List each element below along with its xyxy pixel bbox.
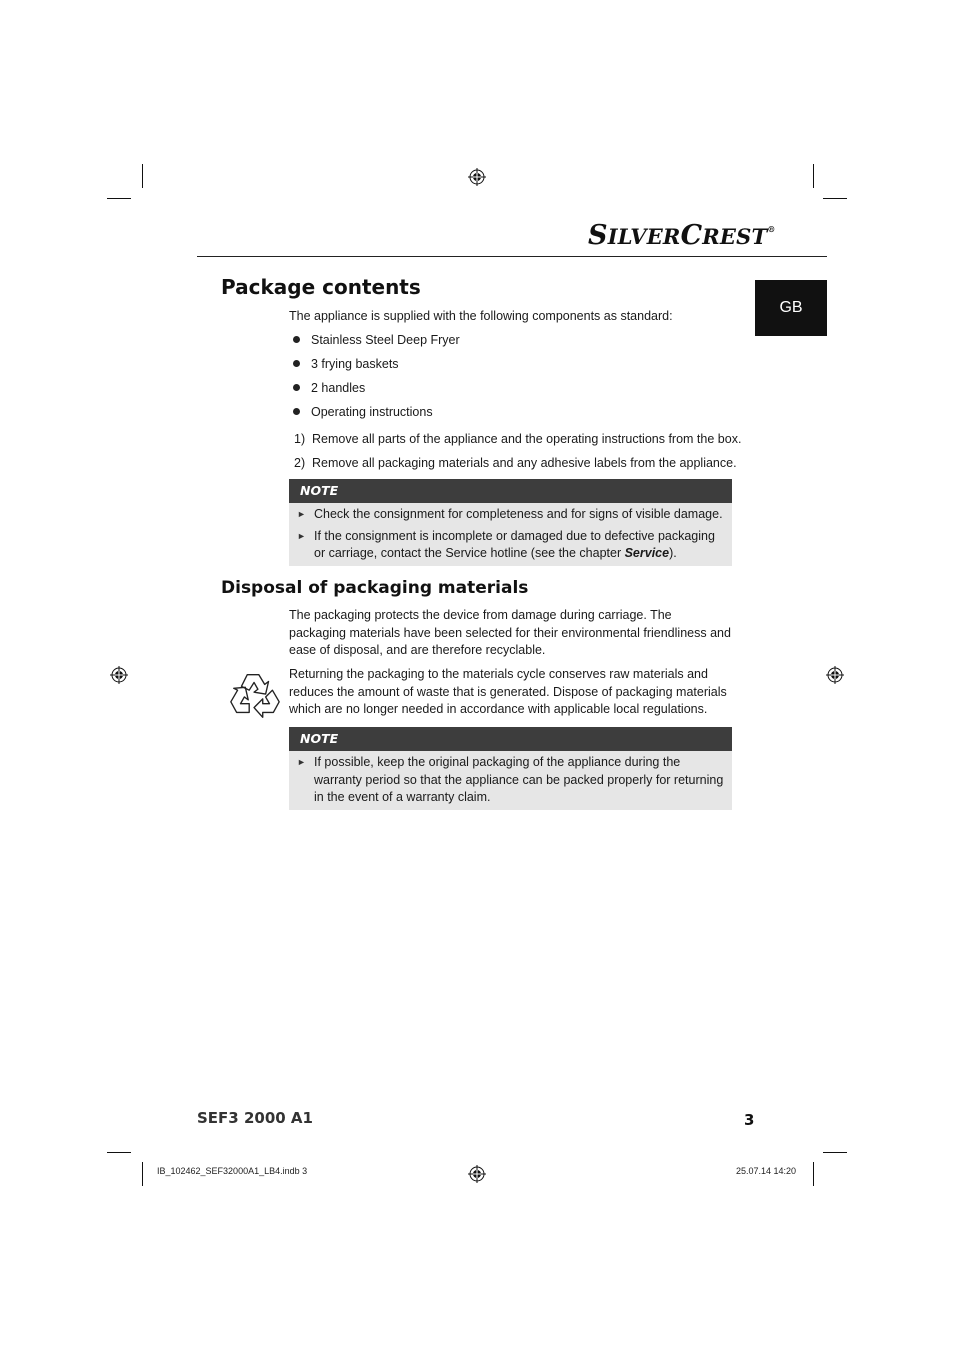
crop-mark [107, 1152, 131, 1153]
note-text: Check the consignment for completeness and for signs of visible damage. [314, 507, 723, 521]
note-item [289, 528, 732, 563]
crop-mark [813, 1162, 814, 1186]
note-text: If the consignment is incomplete or damaged due to defective packaging or carriage, contact the Service hotline (see the chapter [314, 528, 715, 560]
step-item [294, 431, 741, 448]
brand-logo [588, 220, 776, 251]
registration-mark-icon [468, 1165, 486, 1183]
note-box [289, 727, 732, 810]
list-item-label: 3 frying baskets [311, 357, 399, 371]
note-chapter-ref: Service [624, 546, 670, 560]
brand-letters: ILVER [607, 224, 681, 249]
note-text: If possible, keep the original packaging of the appliance during the warranty period so that the appliance can be packed properly for returning in the event of a warranty claim. [314, 755, 724, 804]
disposal-paragraph: Returning the packaging to the materials cycle conserves raw materials and reduces the amount of waste that is generated. Dispose of packaging materials which are no longer needed in accordance with applicable local regulations. [289, 667, 727, 716]
note-item [289, 754, 732, 807]
arrow-right-icon: ► [297, 509, 306, 519]
step-number: 2) [294, 456, 306, 470]
list-item [293, 356, 399, 373]
bullet-icon [293, 408, 300, 415]
list-item-label: Operating instructions [311, 405, 433, 419]
list-item [293, 332, 460, 349]
bullet-icon [293, 384, 300, 391]
list-item-label: 2 handles [311, 381, 366, 395]
arrow-right-icon: ► [297, 530, 306, 541]
crop-mark [107, 198, 131, 199]
step-text: Remove all parts of the appliance and the operating instructions from the box. [312, 432, 742, 446]
page-number: 3 [744, 1111, 755, 1129]
crop-mark [823, 198, 847, 199]
package-intro: The appliance is supplied with the following components as standard: [289, 309, 673, 323]
header-rule [197, 256, 827, 257]
registration-mark-icon [468, 168, 486, 186]
note-label: NOTE [289, 727, 732, 751]
disposal-paragraph: The packaging protects the device from damage during carriage. The packaging materials have been selected for their environmental friendliness and ease of disposal, and are therefore recyclable. [289, 608, 731, 657]
brand-letters: REST [702, 224, 768, 249]
crop-mark [142, 164, 143, 188]
note-label: NOTE [289, 479, 732, 503]
slug-filename: IB_102462_SEF32000A1_LB4.indb 3 [157, 1166, 308, 1176]
list-item-label: Stainless Steel Deep Fryer [311, 333, 460, 347]
brand-letter: C [680, 220, 703, 251]
crop-mark [813, 164, 814, 188]
recycle-icon [226, 667, 284, 725]
registration-mark-icon [826, 666, 844, 684]
footer-model-number: SEF3 2000 A1 [197, 1109, 313, 1127]
registered-mark: ® [767, 224, 776, 234]
list-item [293, 404, 433, 421]
brand-letter: S [588, 220, 608, 251]
slug-timestamp: 25.07.14 14:20 [736, 1166, 797, 1176]
step-number: 1) [294, 432, 306, 446]
registration-mark-icon [110, 666, 128, 684]
note-item [289, 506, 732, 524]
list-item [293, 380, 365, 397]
crop-mark [142, 1162, 143, 1186]
language-tab: GB [755, 280, 827, 336]
note-box [289, 479, 732, 566]
crop-mark [823, 1152, 847, 1153]
section-title-package-contents: Package contents [221, 275, 421, 299]
note-text-end: ). [669, 546, 677, 560]
arrow-right-icon: ► [297, 757, 306, 767]
step-text: Remove all packaging materials and any adhesive labels from the appliance. [312, 456, 737, 470]
section-title-disposal: Disposal of packaging materials [221, 578, 529, 598]
bullet-icon [293, 336, 300, 343]
step-item [294, 455, 737, 472]
bullet-icon [293, 360, 300, 367]
